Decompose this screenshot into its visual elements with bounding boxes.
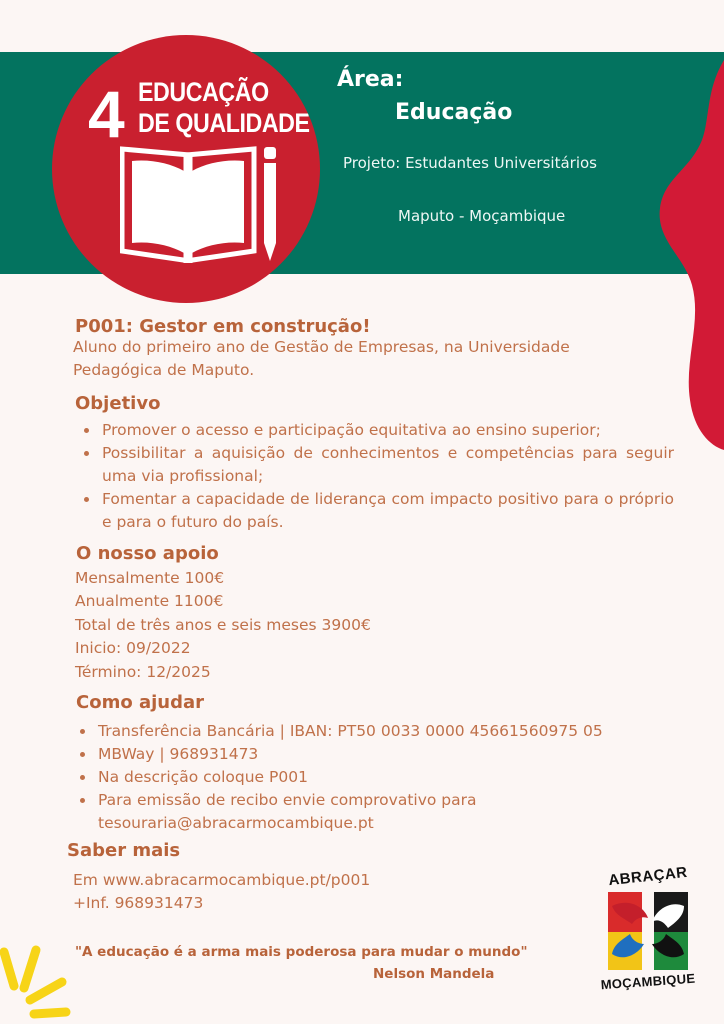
- website-link[interactable]: Em www.abracarmocambique.pt/p001: [73, 871, 371, 889]
- support-line: Mensalmente 100€: [75, 569, 225, 587]
- logo-top-text: ABRAÇAR: [607, 863, 689, 890]
- help-item-description: Na descrição coloque P001: [72, 766, 672, 789]
- open-book-pencil-icon: [120, 143, 280, 263]
- area-value: Educação: [395, 100, 513, 125]
- abracar-mocambique-logo: [590, 862, 706, 1000]
- help-item-transfer: Transferência Bancária | IBAN: PT50 0033 0000 45661560975 05: [72, 720, 672, 743]
- objective-item: Promover o acesso e participação equitativa ao ensino superior;: [76, 419, 674, 442]
- red-decorative-shape: [650, 60, 724, 450]
- hands-logo-icon: [598, 888, 698, 974]
- project-name: Projeto: Estudantes Universitários: [343, 154, 597, 172]
- help-heading: Como ajudar: [76, 692, 205, 713]
- logo-bottom-text: MOÇAMBIQUE: [600, 970, 696, 993]
- sdg-title-line1: EDUCAÇÃO: [138, 77, 269, 107]
- sdg-title-line2: DE QUALIDADE: [138, 108, 310, 138]
- objective-heading: Objetivo: [75, 393, 161, 414]
- help-item-mbway: MBWay | 968931473: [72, 743, 672, 766]
- support-heading: O nosso apoio: [76, 543, 219, 564]
- info-phone: +Inf. 968931473: [73, 894, 204, 912]
- help-item-receipt: Para emissão de recibo envie comprovativo para tesouraria@abracarmocambique.pt: [72, 789, 532, 835]
- objective-item: Fomentar a capacidade de liderança com impacto positivo para o próprio e para o futuro do país.: [76, 488, 674, 534]
- area-label: Área:: [337, 67, 404, 92]
- support-line: Anualmente 1100€: [75, 592, 224, 610]
- more-heading: Saber mais: [67, 840, 181, 861]
- quote-author: Nelson Mandela: [373, 966, 495, 982]
- profile-title: P001: Gestor em construção!: [75, 316, 371, 337]
- profile-description: Aluno do primeiro ano de Gestão de Empresas, na Universidade Pedagógica de Maputo.: [73, 338, 570, 379]
- sunburst-decoration: [0, 930, 80, 1024]
- support-line: Término: 12/2025: [75, 663, 211, 681]
- objective-list: [76, 419, 674, 534]
- support-line: Total de três anos e seis meses 3900€: [75, 616, 371, 634]
- quote-text: "A educação é a arma mais poderosa para mudar o mundo": [75, 944, 528, 960]
- support-line: Inicio: 09/2022: [75, 639, 191, 657]
- help-list: [72, 720, 672, 835]
- project-location: Maputo - Moçambique: [398, 207, 566, 225]
- sdg-number: 4: [88, 77, 123, 151]
- objective-item: Possibilitar a aquisição de conhecimentos e competências para seguir uma via profissional;: [76, 442, 674, 488]
- sdg-4-badge: [52, 35, 320, 303]
